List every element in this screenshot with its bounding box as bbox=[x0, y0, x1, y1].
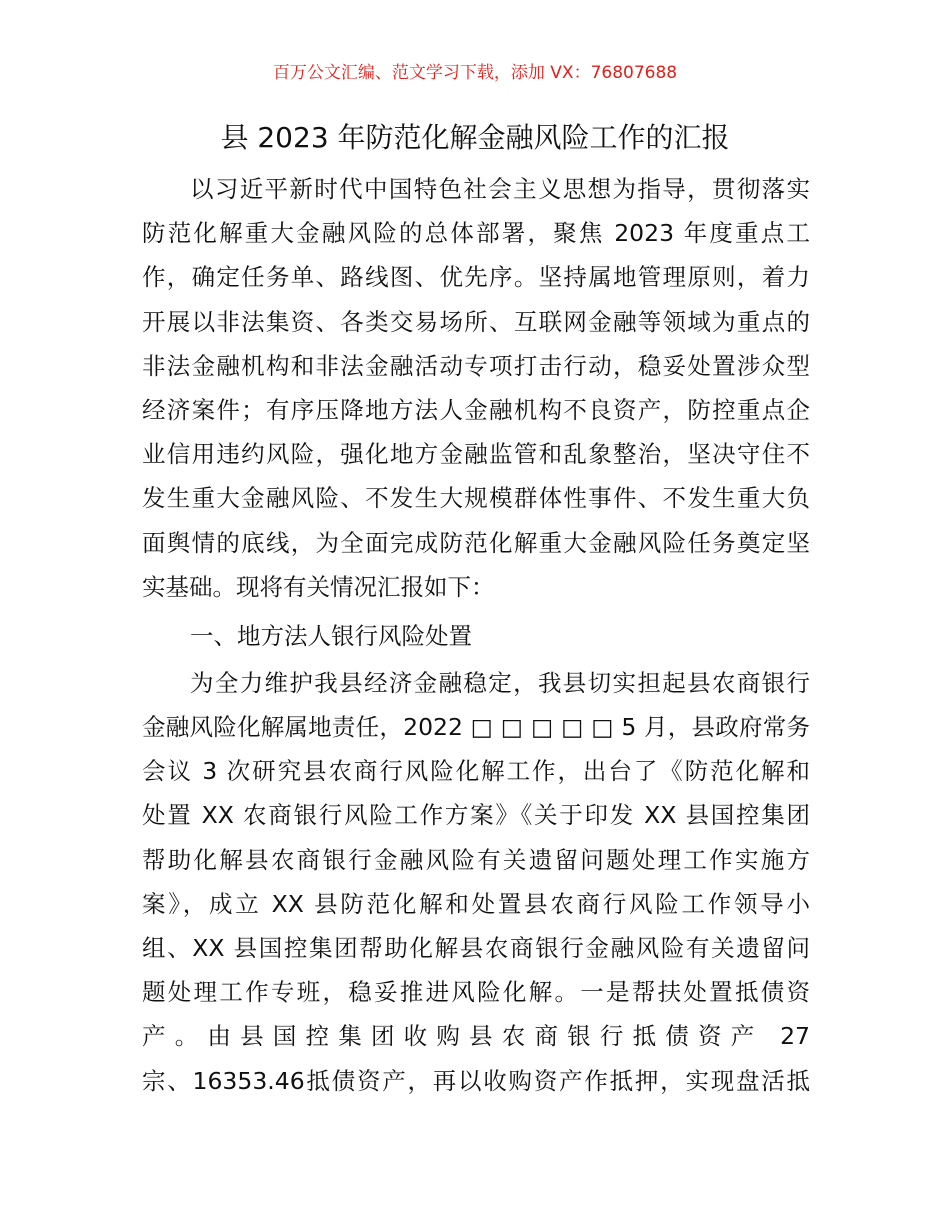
text-line: 处置 XX 农商银行风险工作方案》《关于印发 XX 县国控集团 bbox=[142, 801, 810, 830]
text-line: 组、XX 县国控集团帮助化解县农商银行金融风险有关遗留问 bbox=[142, 934, 810, 962]
text-line: 宗、16353.46抵债资产，再以收购资产作抵押，实现盘活抵 bbox=[142, 1066, 810, 1095]
text-line: 以习近平新时代中国特色社会主义思想为指导，贯彻落实 bbox=[190, 175, 810, 203]
text-line: 开展以非法集资、各类交易场所、互联网金融等领域为重点的 bbox=[142, 307, 810, 336]
text-line: 会议 3 次研究县农商行风险化解工作，出台了《防范化解和 bbox=[142, 757, 810, 786]
section-heading: 一、地方法人银行风险处置 bbox=[190, 621, 472, 650]
text-line: 业信用违约风险，强化地方金融监管和乱象整治，坚决守住不 bbox=[142, 440, 810, 469]
text-line: 题处理工作专班，稳妥推进风险化解。一是帮扶处置抵债资 bbox=[142, 978, 810, 1007]
paragraph-bank-risk bbox=[142, 661, 810, 1103]
text-line: 案》，成立 XX 县防范化解和处置县农商行风险工作领导小 bbox=[142, 889, 810, 918]
header-watermark: 百万公文汇编、范文学习下载，添加 VX：76807688 bbox=[272, 63, 678, 83]
text-line: 金融风险化解属地责任，2022 □ □ □ □ □ 5 月，县政府常务 bbox=[142, 713, 810, 742]
text-line: 发生重大金融风险、不发生大规模群体性事件、不发生重大负 bbox=[142, 484, 810, 513]
text-line: 为全力维护我县经济金融稳定，我县切实担起县农商银行 bbox=[190, 668, 810, 697]
document-body bbox=[142, 167, 810, 1103]
text-line: 帮助化解县农商银行金融风险有关遗留问题处理工作实施方 bbox=[142, 845, 810, 874]
text-line: 非法金融机构和非法金融活动专项打击行动，稳妥处置涉众型 bbox=[142, 351, 810, 380]
text-line: 面舆情的底线，为全面完成防范化解重大金融风险任务奠定坚 bbox=[142, 528, 810, 557]
paragraph-intro bbox=[142, 167, 810, 609]
text-line: 实基础。现将有关情况汇报如下： bbox=[142, 572, 495, 601]
document-title: 县 2023 年防范化解金融风险工作的汇报 bbox=[220, 121, 730, 154]
text-line: 经济案件；有序压降地方法人金融机构不良资产，防控重点企 bbox=[142, 395, 810, 424]
text-line: 防范化解重大金融风险的总体部署，聚焦 2023 年度重点工 bbox=[142, 219, 810, 248]
text-line: 产。由县国控集团收购县农商银行抵债资产 27 bbox=[142, 1022, 810, 1051]
text-line: 作，确定任务单、路线图、优先序。坚持属地管理原则，着力 bbox=[142, 263, 810, 292]
